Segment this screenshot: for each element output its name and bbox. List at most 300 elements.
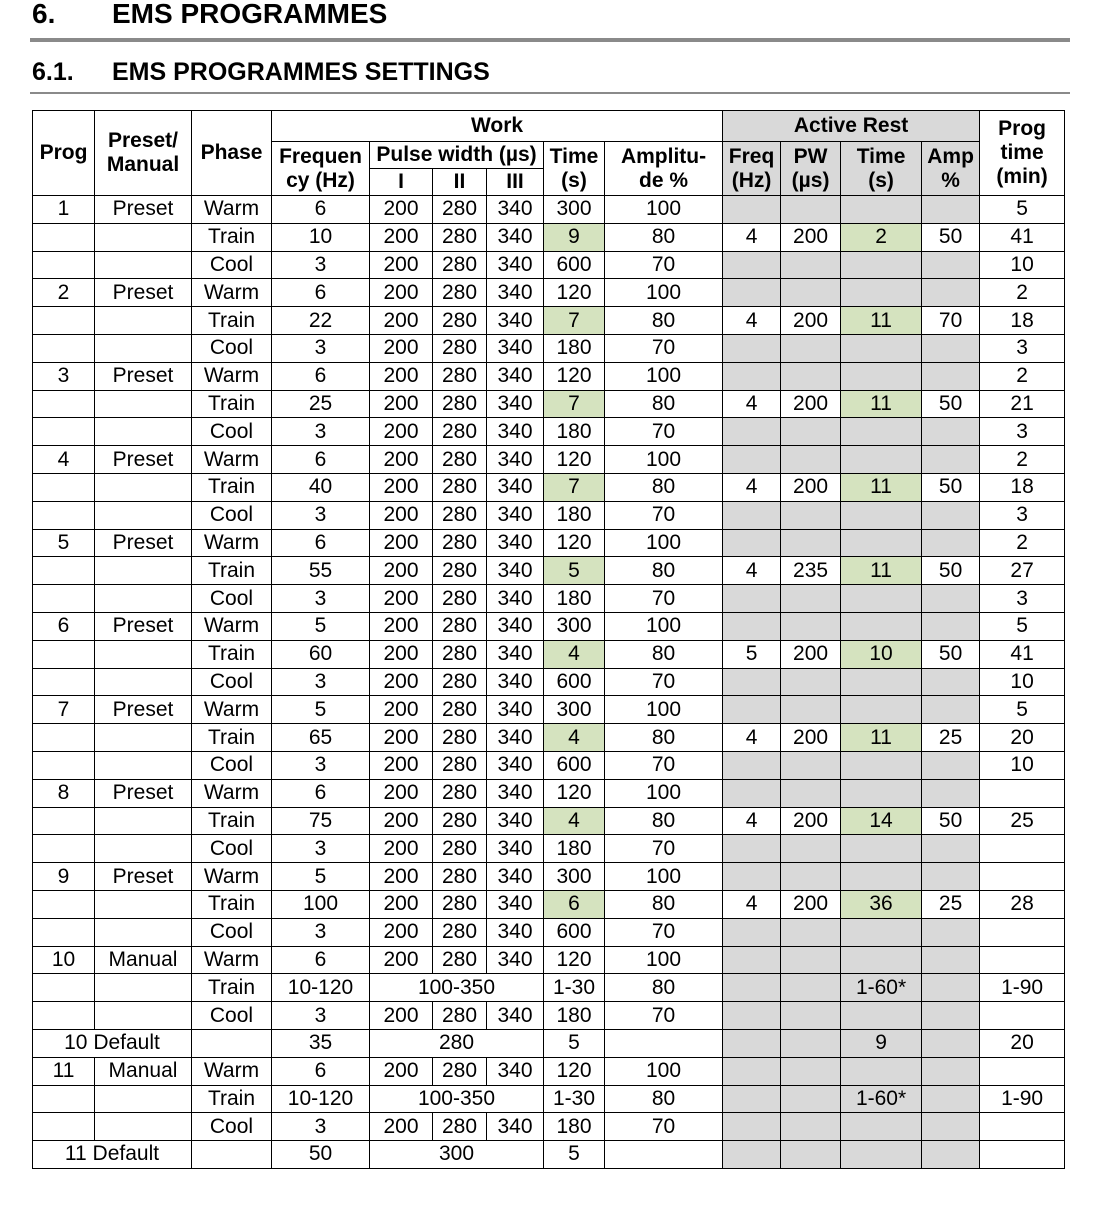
table-row [33, 473, 1065, 501]
frequency-cell: 5 [272, 612, 370, 640]
ar-amp-cell: 50 [922, 473, 980, 501]
pulse-width-i-cell: 200 [370, 418, 433, 446]
ar-freq-cell [723, 418, 781, 446]
preset-cell [95, 668, 192, 696]
prog-cell: 4 [33, 446, 95, 474]
pulse-width-i-cell: 200 [370, 446, 433, 474]
table-row [33, 557, 1065, 585]
table-row [33, 1085, 1065, 1113]
ar-time-cell: 11 [841, 473, 922, 501]
table-row [33, 223, 1065, 251]
table-row [33, 640, 1065, 668]
phase-cell: Warm [192, 279, 272, 307]
pulse-width-ii-cell: 280 [433, 334, 487, 362]
frequency-cell: 35 [272, 1029, 370, 1057]
frequency-cell: 3 [272, 585, 370, 613]
ar-time-cell [841, 779, 922, 807]
header-time: Time (s) [544, 142, 605, 196]
frequency-cell: 5 [272, 863, 370, 891]
pulse-width-iii-cell: 340 [487, 890, 544, 918]
amplitude-cell: 70 [605, 918, 723, 946]
ar-amp-cell [922, 1113, 980, 1141]
amplitude-cell: 100 [605, 196, 723, 224]
prog-cell: 10 [33, 946, 95, 974]
ar-time-cell [841, 334, 922, 362]
pulse-width-iii-cell: 340 [487, 196, 544, 224]
ar-freq-cell: 4 [723, 473, 781, 501]
phase-cell: Train [192, 640, 272, 668]
amplitude-cell: 70 [605, 668, 723, 696]
preset-cell [95, 418, 192, 446]
prog-cell: 9 [33, 863, 95, 891]
phase-cell: Cool [192, 251, 272, 279]
phase-cell: Cool [192, 418, 272, 446]
ar-time-cell [841, 279, 922, 307]
pulse-width-cell: 300 [370, 1141, 544, 1169]
phase-cell [192, 1141, 272, 1169]
prog-time-cell: 2 [980, 529, 1065, 557]
ar-pw-cell [781, 612, 841, 640]
pulse-width-i-cell: 200 [370, 223, 433, 251]
prog-time-cell [980, 779, 1065, 807]
pulse-width-iii-cell: 340 [487, 501, 544, 529]
preset-cell [95, 835, 192, 863]
ar-freq-cell [723, 334, 781, 362]
amplitude-cell: 80 [605, 640, 723, 668]
pulse-width-i-cell: 200 [370, 918, 433, 946]
prog-cell: 6 [33, 612, 95, 640]
ar-time-cell [841, 1057, 922, 1085]
ar-amp-cell [922, 251, 980, 279]
table-row [33, 418, 1065, 446]
ar-pw-cell: 200 [781, 390, 841, 418]
prog-cell [33, 1113, 95, 1141]
amplitude-cell: 70 [605, 835, 723, 863]
time-cell: 1-30 [544, 1085, 605, 1113]
preset-cell [95, 1002, 192, 1030]
ar-amp-cell [922, 418, 980, 446]
pulse-width-ii-cell: 280 [433, 362, 487, 390]
pulse-width-iii-cell: 340 [487, 362, 544, 390]
ar-pw-cell [781, 696, 841, 724]
time-cell: 4 [544, 724, 605, 752]
pulse-width-i-cell: 200 [370, 751, 433, 779]
table-row [33, 446, 1065, 474]
pulse-width-iii-cell: 340 [487, 668, 544, 696]
pulse-width-i-cell: 200 [370, 557, 433, 585]
prog-time-cell: 3 [980, 334, 1065, 362]
ar-amp-cell: 50 [922, 807, 980, 835]
prog-time-cell: 18 [980, 473, 1065, 501]
ar-time-cell [841, 835, 922, 863]
ar-freq-cell [723, 446, 781, 474]
ar-time-cell [841, 668, 922, 696]
table-row [33, 1029, 1065, 1057]
ar-pw-cell: 235 [781, 557, 841, 585]
ar-time-cell [841, 696, 922, 724]
preset-cell [95, 918, 192, 946]
table-row [33, 307, 1065, 335]
table-row [33, 668, 1065, 696]
preset-cell [95, 390, 192, 418]
pulse-width-i-cell: 200 [370, 890, 433, 918]
ar-time-cell: 11 [841, 724, 922, 752]
prog-cell: 7 [33, 696, 95, 724]
ar-freq-cell: 4 [723, 390, 781, 418]
table-row [33, 612, 1065, 640]
frequency-cell: 3 [272, 668, 370, 696]
ar-pw-cell [781, 918, 841, 946]
pulse-width-ii-cell: 280 [433, 501, 487, 529]
amplitude-cell: 100 [605, 362, 723, 390]
prog-cell: 5 [33, 529, 95, 557]
time-cell: 1-30 [544, 974, 605, 1002]
amplitude-cell: 80 [605, 557, 723, 585]
prog-time-cell [980, 918, 1065, 946]
frequency-cell: 6 [272, 1057, 370, 1085]
ar-pw-cell [781, 835, 841, 863]
frequency-cell: 50 [272, 1141, 370, 1169]
prog-cell [33, 1085, 95, 1113]
ar-pw-cell [781, 529, 841, 557]
prog-cell [33, 668, 95, 696]
phase-cell: Train [192, 890, 272, 918]
time-cell: 4 [544, 640, 605, 668]
pulse-width-ii-cell: 280 [433, 223, 487, 251]
preset-cell [95, 585, 192, 613]
subsection-title: EMS PROGRAMMES SETTINGS [112, 58, 490, 86]
frequency-cell: 3 [272, 334, 370, 362]
header-pulse-width: Pulse width (µs) [370, 142, 544, 169]
pulse-width-i-cell: 200 [370, 696, 433, 724]
time-cell: 4 [544, 807, 605, 835]
prog-time-cell: 2 [980, 362, 1065, 390]
prog-cell [33, 1002, 95, 1030]
prog-cell [33, 307, 95, 335]
table-row [33, 501, 1065, 529]
pulse-width-iii-cell: 340 [487, 1113, 544, 1141]
ar-amp-cell [922, 585, 980, 613]
frequency-cell: 3 [272, 1002, 370, 1030]
pulse-width-i-cell: 200 [370, 1057, 433, 1085]
frequency-cell: 55 [272, 557, 370, 585]
frequency-cell: 3 [272, 918, 370, 946]
subsection-heading [30, 52, 1070, 94]
prog-time-cell [980, 1141, 1065, 1169]
amplitude-cell: 80 [605, 223, 723, 251]
table-row [33, 362, 1065, 390]
ar-freq-cell [723, 1057, 781, 1085]
ar-amp-cell [922, 334, 980, 362]
amplitude-cell: 70 [605, 1002, 723, 1030]
time-cell: 600 [544, 251, 605, 279]
ar-pw-cell [781, 196, 841, 224]
ar-time-cell: 36 [841, 890, 922, 918]
ar-pw-cell [781, 779, 841, 807]
table-row [33, 918, 1065, 946]
amplitude-cell [605, 1141, 723, 1169]
ar-time-cell [841, 1113, 922, 1141]
table-row [33, 390, 1065, 418]
table-row [33, 751, 1065, 779]
phase-cell: Warm [192, 612, 272, 640]
prog-cell [33, 835, 95, 863]
prog-time-cell: 25 [980, 807, 1065, 835]
ar-time-cell [841, 946, 922, 974]
ar-freq-cell [723, 1002, 781, 1030]
ar-time-cell [841, 196, 922, 224]
frequency-cell: 60 [272, 640, 370, 668]
ar-pw-cell: 200 [781, 640, 841, 668]
pulse-width-i-cell: 200 [370, 390, 433, 418]
table-row [33, 1113, 1065, 1141]
ar-pw-cell [781, 974, 841, 1002]
ar-pw-cell [781, 1113, 841, 1141]
pulse-width-ii-cell: 280 [433, 1113, 487, 1141]
time-cell: 7 [544, 390, 605, 418]
amplitude-cell: 100 [605, 612, 723, 640]
prog-cell [33, 418, 95, 446]
ar-freq-cell [723, 362, 781, 390]
time-cell: 5 [544, 557, 605, 585]
frequency-cell: 3 [272, 751, 370, 779]
phase-cell: Train [192, 807, 272, 835]
ar-amp-cell [922, 196, 980, 224]
ar-time-cell [841, 585, 922, 613]
time-cell: 120 [544, 362, 605, 390]
ar-amp-cell [922, 501, 980, 529]
prog-cell [33, 557, 95, 585]
prog-time-cell: 21 [980, 390, 1065, 418]
phase-cell: Train [192, 223, 272, 251]
ar-pw-cell: 200 [781, 473, 841, 501]
ar-pw-cell: 200 [781, 223, 841, 251]
preset-cell [95, 751, 192, 779]
ar-freq-cell [723, 1029, 781, 1057]
ar-amp-cell [922, 696, 980, 724]
ar-freq-cell [723, 918, 781, 946]
time-cell: 5 [544, 1029, 605, 1057]
pulse-width-ii-cell: 280 [433, 473, 487, 501]
prog-cell [33, 223, 95, 251]
pulse-width-i-cell: 200 [370, 473, 433, 501]
amplitude-cell: 80 [605, 473, 723, 501]
pulse-width-iii-cell: 340 [487, 529, 544, 557]
table-row [33, 946, 1065, 974]
ar-freq-cell [723, 1113, 781, 1141]
phase-cell: Train [192, 307, 272, 335]
prog-time-cell [980, 1057, 1065, 1085]
pulse-width-iii-cell: 340 [487, 223, 544, 251]
pulse-width-iii-cell: 340 [487, 807, 544, 835]
ar-pw-cell [781, 1002, 841, 1030]
prog-time-cell: 3 [980, 501, 1065, 529]
header-preset-manual: Preset/ Manual [95, 111, 192, 196]
ar-time-cell [841, 863, 922, 891]
frequency-cell: 3 [272, 251, 370, 279]
phase-cell: Warm [192, 446, 272, 474]
frequency-cell: 3 [272, 418, 370, 446]
section-title: EMS PROGRAMMES [112, 0, 388, 29]
header-frequency: Frequen cy (Hz) [272, 142, 370, 196]
ar-pw-cell [781, 334, 841, 362]
header-phase: Phase [192, 111, 272, 196]
ar-freq-cell [723, 696, 781, 724]
table-row [33, 529, 1065, 557]
ar-time-cell [841, 251, 922, 279]
amplitude-cell: 70 [605, 251, 723, 279]
preset-cell: Manual [95, 946, 192, 974]
amplitude-cell: 70 [605, 585, 723, 613]
pulse-width-iii-cell: 340 [487, 863, 544, 891]
table-row [33, 835, 1065, 863]
section-heading [30, 0, 1070, 42]
preset-cell: Preset [95, 863, 192, 891]
preset-cell [95, 501, 192, 529]
ar-freq-cell [723, 863, 781, 891]
preset-cell [95, 974, 192, 1002]
preset-cell: Preset [95, 279, 192, 307]
table-row [33, 334, 1065, 362]
amplitude-cell: 80 [605, 807, 723, 835]
ar-time-cell: 11 [841, 390, 922, 418]
ar-amp-cell [922, 863, 980, 891]
default-label-cell: 10 Default [33, 1029, 192, 1057]
pulse-width-i-cell: 200 [370, 501, 433, 529]
pulse-width-cell: 280 [370, 1029, 544, 1057]
preset-cell: Preset [95, 779, 192, 807]
table-row [33, 1141, 1065, 1169]
time-cell: 300 [544, 196, 605, 224]
header-ar-time: Time (s) [841, 142, 922, 196]
pulse-width-ii-cell: 280 [433, 946, 487, 974]
ar-time-cell: 10 [841, 640, 922, 668]
prog-time-cell: 3 [980, 585, 1065, 613]
pulse-width-ii-cell: 280 [433, 779, 487, 807]
pulse-width-iii-cell: 340 [487, 307, 544, 335]
pulse-width-ii-cell: 280 [433, 640, 487, 668]
ar-pw-cell [781, 362, 841, 390]
frequency-cell: 40 [272, 473, 370, 501]
time-cell: 120 [544, 779, 605, 807]
preset-cell [95, 807, 192, 835]
prog-cell [33, 918, 95, 946]
time-cell: 120 [544, 1057, 605, 1085]
time-cell: 180 [544, 1113, 605, 1141]
phase-cell: Cool [192, 751, 272, 779]
time-cell: 9 [544, 223, 605, 251]
prog-time-cell: 20 [980, 1029, 1065, 1057]
pulse-width-iii-cell: 340 [487, 612, 544, 640]
pulse-width-iii-cell: 340 [487, 1002, 544, 1030]
pulse-width-ii-cell: 280 [433, 196, 487, 224]
prog-time-cell: 10 [980, 751, 1065, 779]
table-row [33, 1002, 1065, 1030]
prog-cell [33, 501, 95, 529]
time-cell: 300 [544, 696, 605, 724]
prog-time-cell: 2 [980, 279, 1065, 307]
frequency-cell: 3 [272, 1113, 370, 1141]
table-row [33, 196, 1065, 224]
header-pw-ii: II [433, 169, 487, 196]
frequency-cell: 3 [272, 835, 370, 863]
ar-freq-cell [723, 974, 781, 1002]
ar-freq-cell: 4 [723, 223, 781, 251]
pulse-width-ii-cell: 280 [433, 557, 487, 585]
pulse-width-ii-cell: 280 [433, 807, 487, 835]
ar-time-cell [841, 1002, 922, 1030]
pulse-width-iii-cell: 340 [487, 835, 544, 863]
ar-freq-cell [723, 196, 781, 224]
ar-pw-cell: 200 [781, 724, 841, 752]
pulse-width-ii-cell: 280 [433, 890, 487, 918]
amplitude-cell: 70 [605, 334, 723, 362]
ar-freq-cell [723, 1085, 781, 1113]
header-prog-time: Prog time (min) [980, 111, 1065, 196]
pulse-width-ii-cell: 280 [433, 307, 487, 335]
pulse-width-i-cell: 200 [370, 779, 433, 807]
ar-freq-cell: 4 [723, 307, 781, 335]
pulse-width-cell: 100-350 [370, 974, 544, 1002]
ar-amp-cell [922, 1085, 980, 1113]
pulse-width-ii-cell: 280 [433, 390, 487, 418]
amplitude-cell: 70 [605, 751, 723, 779]
ar-time-cell [841, 751, 922, 779]
ems-programmes-table [32, 110, 1065, 1169]
table-row [33, 807, 1065, 835]
ar-amp-cell [922, 612, 980, 640]
frequency-cell: 6 [272, 529, 370, 557]
prog-cell [33, 751, 95, 779]
table-row [33, 251, 1065, 279]
preset-cell [95, 307, 192, 335]
ar-amp-cell [922, 1029, 980, 1057]
pulse-width-ii-cell: 280 [433, 585, 487, 613]
pulse-width-iii-cell: 340 [487, 585, 544, 613]
prog-time-cell: 18 [980, 307, 1065, 335]
prog-time-cell: 5 [980, 696, 1065, 724]
ar-pw-cell [781, 1141, 841, 1169]
phase-cell: Warm [192, 196, 272, 224]
preset-cell [95, 640, 192, 668]
phase-cell: Cool [192, 501, 272, 529]
ar-time-cell: 1-60* [841, 1085, 922, 1113]
phase-cell: Warm [192, 696, 272, 724]
time-cell: 7 [544, 473, 605, 501]
preset-cell [95, 223, 192, 251]
prog-time-cell: 5 [980, 612, 1065, 640]
pulse-width-i-cell: 200 [370, 668, 433, 696]
amplitude-cell: 80 [605, 307, 723, 335]
ar-amp-cell [922, 751, 980, 779]
preset-cell [95, 1113, 192, 1141]
ar-time-cell: 1-60* [841, 974, 922, 1002]
ar-amp-cell [922, 918, 980, 946]
phase-cell: Cool [192, 334, 272, 362]
prog-cell: 11 [33, 1057, 95, 1085]
pulse-width-i-cell: 200 [370, 307, 433, 335]
phase-cell: Warm [192, 362, 272, 390]
pulse-width-ii-cell: 280 [433, 724, 487, 752]
prog-cell [33, 890, 95, 918]
table-row [33, 779, 1065, 807]
prog-time-cell: 1-90 [980, 1085, 1065, 1113]
pulse-width-i-cell: 200 [370, 334, 433, 362]
pulse-width-ii-cell: 280 [433, 446, 487, 474]
ar-time-cell [841, 1141, 922, 1169]
subsection-number: 6.1. [32, 58, 74, 86]
ar-freq-cell [723, 779, 781, 807]
